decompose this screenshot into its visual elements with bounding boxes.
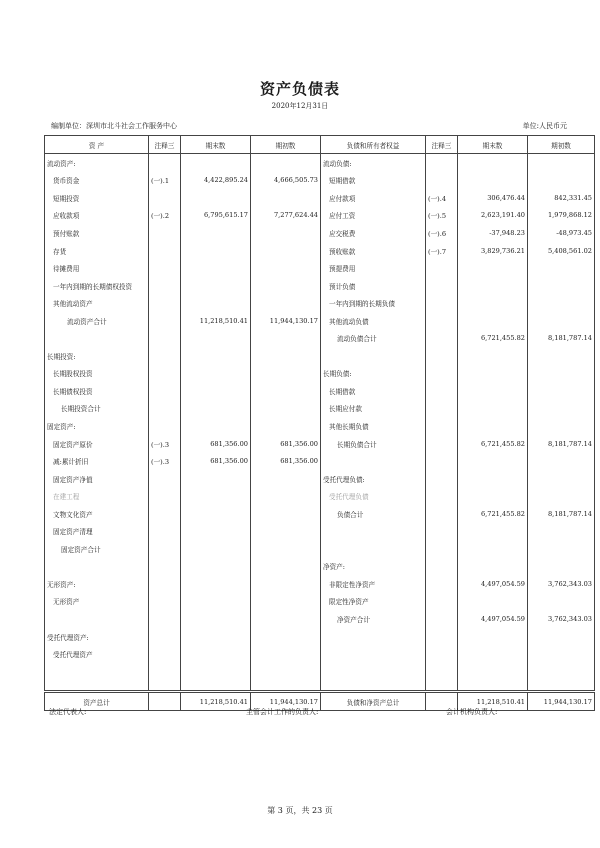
accounting-head-label: 主管会计工作的负责人: bbox=[246, 708, 319, 716]
item-label: 净资产: bbox=[321, 558, 426, 576]
item-label: 固定资产净值 bbox=[45, 470, 149, 488]
item-label: 预付账款 bbox=[45, 224, 149, 242]
currency-unit: 单位:人民币元 bbox=[522, 122, 567, 130]
note-ref bbox=[426, 400, 458, 418]
end-value bbox=[458, 628, 528, 646]
begin-value bbox=[251, 154, 321, 172]
note-ref bbox=[149, 522, 181, 540]
note-ref bbox=[149, 382, 181, 400]
begin-value bbox=[528, 663, 595, 681]
end-value: 4,497,054.59 bbox=[458, 575, 528, 593]
begin-value bbox=[528, 154, 595, 172]
reporting-entity: 编制单位：深圳市北斗社会工作服务中心 bbox=[51, 122, 177, 130]
item-label: 固定资产原价 bbox=[45, 435, 149, 453]
begin-value bbox=[528, 417, 595, 435]
begin-value bbox=[528, 294, 595, 312]
note-ref bbox=[149, 347, 181, 365]
begin-value: 8,181,787.14 bbox=[528, 329, 595, 347]
end-value bbox=[181, 487, 251, 505]
item-label: 流动负债: bbox=[321, 154, 426, 172]
begin-value bbox=[251, 294, 321, 312]
item-label: 长期负债合计 bbox=[321, 435, 426, 453]
item-label bbox=[321, 347, 426, 365]
item-label: 受托代理资产 bbox=[45, 645, 149, 663]
end-value: 11,218,510.41 bbox=[181, 312, 251, 330]
total-row bbox=[45, 692, 595, 711]
note-ref: (一).3 bbox=[149, 452, 181, 470]
liability-total-end: 11,218,510.41 bbox=[458, 692, 528, 711]
note-ref bbox=[149, 400, 181, 418]
item-label: 应付工资 bbox=[321, 207, 426, 225]
end-value bbox=[181, 365, 251, 383]
end-value bbox=[181, 347, 251, 365]
note-ref bbox=[149, 259, 181, 277]
note-ref bbox=[426, 663, 458, 681]
item-label: 受托代理负债: bbox=[321, 470, 426, 488]
table-row bbox=[45, 277, 595, 295]
table-row bbox=[45, 522, 595, 540]
note-ref bbox=[149, 663, 181, 681]
spacer-row bbox=[45, 680, 595, 692]
note-ref bbox=[426, 259, 458, 277]
end-value bbox=[181, 522, 251, 540]
item-label bbox=[45, 663, 149, 681]
table-row bbox=[45, 242, 595, 260]
page-number: 第 3 页，共 23 页 bbox=[267, 806, 333, 815]
begin-value bbox=[251, 663, 321, 681]
begin-value: 3,762,343.03 bbox=[528, 610, 595, 628]
item-label bbox=[321, 628, 426, 646]
note-ref bbox=[426, 470, 458, 488]
item-label: 预计负债 bbox=[321, 277, 426, 295]
note-ref bbox=[149, 470, 181, 488]
begin-value bbox=[528, 628, 595, 646]
begin-value bbox=[251, 558, 321, 576]
note-ref bbox=[149, 365, 181, 383]
item-label: 货币资金 bbox=[45, 172, 149, 190]
table-row bbox=[45, 575, 595, 593]
begin-value bbox=[528, 172, 595, 190]
item-label bbox=[321, 540, 426, 558]
note-ref bbox=[426, 610, 458, 628]
item-label: 减:累计折旧 bbox=[45, 452, 149, 470]
item-label: 流动负债合计 bbox=[321, 329, 426, 347]
begin-value bbox=[528, 400, 595, 418]
end-value bbox=[458, 663, 528, 681]
begin-value bbox=[528, 645, 595, 663]
end-value bbox=[458, 259, 528, 277]
note-ref bbox=[426, 593, 458, 611]
table-header-row bbox=[45, 136, 595, 154]
end-value bbox=[181, 505, 251, 523]
end-value bbox=[458, 382, 528, 400]
begin-value bbox=[528, 452, 595, 470]
asset-total-end: 11,218,510.41 bbox=[181, 692, 251, 711]
begin-value bbox=[251, 189, 321, 207]
begin-value bbox=[528, 487, 595, 505]
begin-value bbox=[528, 277, 595, 295]
end-value bbox=[181, 400, 251, 418]
item-label: 非限定性净资产 bbox=[321, 575, 426, 593]
liability-total-begin: 11,944,130.17 bbox=[528, 692, 595, 711]
note-ref bbox=[426, 487, 458, 505]
note-ref bbox=[149, 487, 181, 505]
end-value bbox=[181, 540, 251, 558]
table-row bbox=[45, 224, 595, 242]
item-label: 无形资产 bbox=[45, 593, 149, 611]
item-label bbox=[321, 522, 426, 540]
end-value: 4,497,054.59 bbox=[458, 610, 528, 628]
table-row bbox=[45, 365, 595, 383]
column-header: 期末数 bbox=[181, 136, 251, 154]
begin-value bbox=[251, 400, 321, 418]
end-value bbox=[458, 558, 528, 576]
end-value bbox=[181, 242, 251, 260]
item-label: 限定性净资产 bbox=[321, 593, 426, 611]
note-ref bbox=[426, 452, 458, 470]
begin-value bbox=[528, 347, 595, 365]
balance-sheet-table bbox=[44, 135, 595, 711]
end-value: -37,948.23 bbox=[458, 224, 528, 242]
note-ref bbox=[426, 172, 458, 190]
table-row bbox=[45, 400, 595, 418]
note-ref bbox=[149, 505, 181, 523]
item-label: 短期投资 bbox=[45, 189, 149, 207]
note-ref bbox=[149, 540, 181, 558]
table-row bbox=[45, 645, 595, 663]
item-label: 应交税费 bbox=[321, 224, 426, 242]
note-ref bbox=[149, 558, 181, 576]
end-value: 6,721,455.82 bbox=[458, 435, 528, 453]
end-value bbox=[458, 487, 528, 505]
end-value: 4,422,895.24 bbox=[181, 172, 251, 190]
table-row bbox=[45, 382, 595, 400]
begin-value bbox=[251, 593, 321, 611]
column-header: 期初数 bbox=[251, 136, 321, 154]
note-ref bbox=[426, 575, 458, 593]
begin-value bbox=[528, 593, 595, 611]
begin-value: -48,973.45 bbox=[528, 224, 595, 242]
begin-value bbox=[251, 540, 321, 558]
item-label: 预提费用 bbox=[321, 259, 426, 277]
liability-total-label: 负债和净资产总计 bbox=[321, 692, 426, 711]
note-ref bbox=[149, 645, 181, 663]
item-label: 流动资产: bbox=[45, 154, 149, 172]
note-ref bbox=[149, 593, 181, 611]
begin-value bbox=[528, 470, 595, 488]
begin-value bbox=[251, 645, 321, 663]
note-ref bbox=[426, 382, 458, 400]
note-ref bbox=[426, 294, 458, 312]
note-ref bbox=[149, 224, 181, 242]
end-value bbox=[458, 522, 528, 540]
note-ref: (一).5 bbox=[426, 207, 458, 225]
end-value: 681,356.00 bbox=[181, 452, 251, 470]
table-row bbox=[45, 470, 595, 488]
column-header: 负债和所有者权益 bbox=[321, 136, 426, 154]
note-ref bbox=[149, 154, 181, 172]
end-value bbox=[181, 329, 251, 347]
end-value: 681,356.00 bbox=[181, 435, 251, 453]
note-ref bbox=[426, 540, 458, 558]
item-label: 预收账款 bbox=[321, 242, 426, 260]
item-label: 长期负债: bbox=[321, 365, 426, 383]
column-header: 注释三 bbox=[426, 136, 458, 154]
note-ref bbox=[426, 645, 458, 663]
note-ref bbox=[149, 242, 181, 260]
begin-value bbox=[528, 558, 595, 576]
end-value bbox=[458, 154, 528, 172]
item-label: 其他流动资产 bbox=[45, 294, 149, 312]
item-label: 一年内到期的长期债权投资 bbox=[45, 277, 149, 295]
begin-value bbox=[528, 365, 595, 383]
begin-value bbox=[251, 224, 321, 242]
table-row bbox=[45, 172, 595, 190]
asset-total-label: 资产总计 bbox=[45, 692, 149, 711]
end-value bbox=[181, 277, 251, 295]
note-ref bbox=[426, 154, 458, 172]
end-value bbox=[181, 645, 251, 663]
note-ref bbox=[426, 312, 458, 330]
table-row bbox=[45, 558, 595, 576]
end-value: 2,623,191.40 bbox=[458, 207, 528, 225]
end-value: 6,721,455.82 bbox=[458, 505, 528, 523]
item-label: 长期应付款 bbox=[321, 400, 426, 418]
end-value bbox=[181, 417, 251, 435]
table-row bbox=[45, 505, 595, 523]
item-label: 无形资产: bbox=[45, 575, 149, 593]
item-label bbox=[321, 663, 426, 681]
note-ref: (一).3 bbox=[149, 435, 181, 453]
end-value bbox=[181, 470, 251, 488]
item-label bbox=[321, 645, 426, 663]
begin-value: 3,762,343.03 bbox=[528, 575, 595, 593]
accounting-dept-label: 会计机构负责人: bbox=[446, 708, 498, 716]
end-value bbox=[181, 628, 251, 646]
begin-value bbox=[251, 628, 321, 646]
note-ref: (一).6 bbox=[426, 224, 458, 242]
begin-value bbox=[251, 470, 321, 488]
table-row bbox=[45, 329, 595, 347]
table-row bbox=[45, 610, 595, 628]
begin-value bbox=[251, 487, 321, 505]
note-ref bbox=[426, 365, 458, 383]
column-header: 期末数 bbox=[458, 136, 528, 154]
item-label: 文物文化资产 bbox=[45, 505, 149, 523]
table-row bbox=[45, 259, 595, 277]
end-value bbox=[181, 189, 251, 207]
begin-value bbox=[528, 382, 595, 400]
end-value bbox=[181, 558, 251, 576]
item-label: 其他流动负债 bbox=[321, 312, 426, 330]
begin-value bbox=[528, 259, 595, 277]
asset-total-begin: 11,944,130.17 bbox=[251, 692, 321, 711]
table-row bbox=[45, 540, 595, 558]
note-ref bbox=[426, 505, 458, 523]
end-value: 6,721,455.82 bbox=[458, 329, 528, 347]
table-row bbox=[45, 347, 595, 365]
begin-value bbox=[528, 312, 595, 330]
note-ref bbox=[426, 277, 458, 295]
end-value bbox=[458, 172, 528, 190]
table-row bbox=[45, 312, 595, 330]
note-ref: (一).1 bbox=[149, 172, 181, 190]
end-value bbox=[458, 645, 528, 663]
item-label bbox=[321, 452, 426, 470]
begin-value bbox=[251, 277, 321, 295]
item-label: 固定资产清理 bbox=[45, 522, 149, 540]
begin-value: 8,181,787.14 bbox=[528, 435, 595, 453]
item-label: 受托代理负债 bbox=[321, 487, 426, 505]
table-row bbox=[45, 593, 595, 611]
begin-value bbox=[251, 242, 321, 260]
end-value bbox=[458, 277, 528, 295]
note-ref bbox=[426, 628, 458, 646]
item-label: 固定资产: bbox=[45, 417, 149, 435]
end-value bbox=[458, 417, 528, 435]
begin-value: 842,331.45 bbox=[528, 189, 595, 207]
item-label: 长期股权投资 bbox=[45, 365, 149, 383]
begin-value bbox=[251, 505, 321, 523]
item-label: 一年内到期的长期负债 bbox=[321, 294, 426, 312]
note-ref bbox=[149, 294, 181, 312]
end-value bbox=[458, 540, 528, 558]
begin-value bbox=[251, 610, 321, 628]
table-row bbox=[45, 154, 595, 172]
end-value bbox=[458, 365, 528, 383]
note-ref bbox=[149, 417, 181, 435]
item-label bbox=[45, 329, 149, 347]
table-row bbox=[45, 435, 595, 453]
column-header: 资 产 bbox=[45, 136, 149, 154]
table-row bbox=[45, 207, 595, 225]
item-label: 其他长期负债 bbox=[321, 417, 426, 435]
end-value bbox=[181, 259, 251, 277]
table-row bbox=[45, 294, 595, 312]
end-value bbox=[181, 154, 251, 172]
begin-value: 8,181,787.14 bbox=[528, 505, 595, 523]
note-ref bbox=[426, 522, 458, 540]
column-header: 期初数 bbox=[528, 136, 595, 154]
end-value bbox=[458, 294, 528, 312]
item-label bbox=[45, 558, 149, 576]
table-row bbox=[45, 452, 595, 470]
table-row bbox=[45, 663, 595, 681]
table-row bbox=[45, 417, 595, 435]
note-ref bbox=[149, 312, 181, 330]
begin-value bbox=[251, 329, 321, 347]
note-ref: (一).2 bbox=[149, 207, 181, 225]
end-value bbox=[181, 224, 251, 242]
end-value bbox=[181, 294, 251, 312]
item-label: 应付款项 bbox=[321, 189, 426, 207]
end-value: 6,795,615.17 bbox=[181, 207, 251, 225]
item-label: 长期债权投资 bbox=[45, 382, 149, 400]
note-ref bbox=[149, 575, 181, 593]
item-label: 长期投资合计 bbox=[45, 400, 149, 418]
end-value bbox=[181, 575, 251, 593]
legal-representative-label: 法定代表人: bbox=[49, 708, 87, 716]
item-label: 在建工程 bbox=[45, 487, 149, 505]
item-label: 负债合计 bbox=[321, 505, 426, 523]
end-value bbox=[181, 610, 251, 628]
note-ref bbox=[149, 329, 181, 347]
item-label: 净资产合计 bbox=[321, 610, 426, 628]
page-title: 资产负债表 bbox=[259, 80, 340, 98]
end-value bbox=[458, 452, 528, 470]
begin-value: 4,666,505.73 bbox=[251, 172, 321, 190]
begin-value bbox=[251, 365, 321, 383]
table-row bbox=[45, 189, 595, 207]
end-value bbox=[181, 382, 251, 400]
table-row bbox=[45, 487, 595, 505]
end-value bbox=[458, 470, 528, 488]
begin-value bbox=[251, 259, 321, 277]
begin-value: 681,356.00 bbox=[251, 435, 321, 453]
note-ref bbox=[426, 329, 458, 347]
item-label: 受托代理资产: bbox=[45, 628, 149, 646]
item-label: 待摊费用 bbox=[45, 259, 149, 277]
begin-value: 1,979,868.12 bbox=[528, 207, 595, 225]
note-ref bbox=[149, 189, 181, 207]
begin-value bbox=[528, 522, 595, 540]
report-date: 2020年12月31日 bbox=[271, 102, 329, 110]
item-label: 长期投资: bbox=[45, 347, 149, 365]
item-label bbox=[45, 610, 149, 628]
end-value bbox=[458, 593, 528, 611]
note-ref bbox=[149, 610, 181, 628]
begin-value: 681,356.00 bbox=[251, 452, 321, 470]
note-ref: (一).7 bbox=[426, 242, 458, 260]
item-label: 短期借款 bbox=[321, 172, 426, 190]
column-header: 注释三 bbox=[149, 136, 181, 154]
end-value bbox=[458, 400, 528, 418]
begin-value bbox=[251, 382, 321, 400]
end-value bbox=[458, 347, 528, 365]
note-ref: (一).4 bbox=[426, 189, 458, 207]
item-label: 固定资产合计 bbox=[45, 540, 149, 558]
begin-value bbox=[528, 540, 595, 558]
begin-value bbox=[251, 522, 321, 540]
begin-value bbox=[251, 575, 321, 593]
end-value: 306,476.44 bbox=[458, 189, 528, 207]
note-ref bbox=[149, 277, 181, 295]
item-label: 存货 bbox=[45, 242, 149, 260]
item-label: 应收款项 bbox=[45, 207, 149, 225]
note-ref bbox=[426, 347, 458, 365]
end-value bbox=[181, 593, 251, 611]
begin-value: 11,944,130.17 bbox=[251, 312, 321, 330]
begin-value bbox=[251, 347, 321, 365]
note-ref bbox=[426, 558, 458, 576]
table-row bbox=[45, 628, 595, 646]
begin-value: 7,277,624.44 bbox=[251, 207, 321, 225]
item-label: 流动资产合计 bbox=[45, 312, 149, 330]
note-ref bbox=[149, 628, 181, 646]
end-value: 3,829,736.21 bbox=[458, 242, 528, 260]
begin-value bbox=[251, 417, 321, 435]
end-value bbox=[458, 312, 528, 330]
note-ref bbox=[426, 435, 458, 453]
end-value bbox=[181, 663, 251, 681]
begin-value: 5,408,561.02 bbox=[528, 242, 595, 260]
note-ref bbox=[426, 417, 458, 435]
item-label: 长期借款 bbox=[321, 382, 426, 400]
